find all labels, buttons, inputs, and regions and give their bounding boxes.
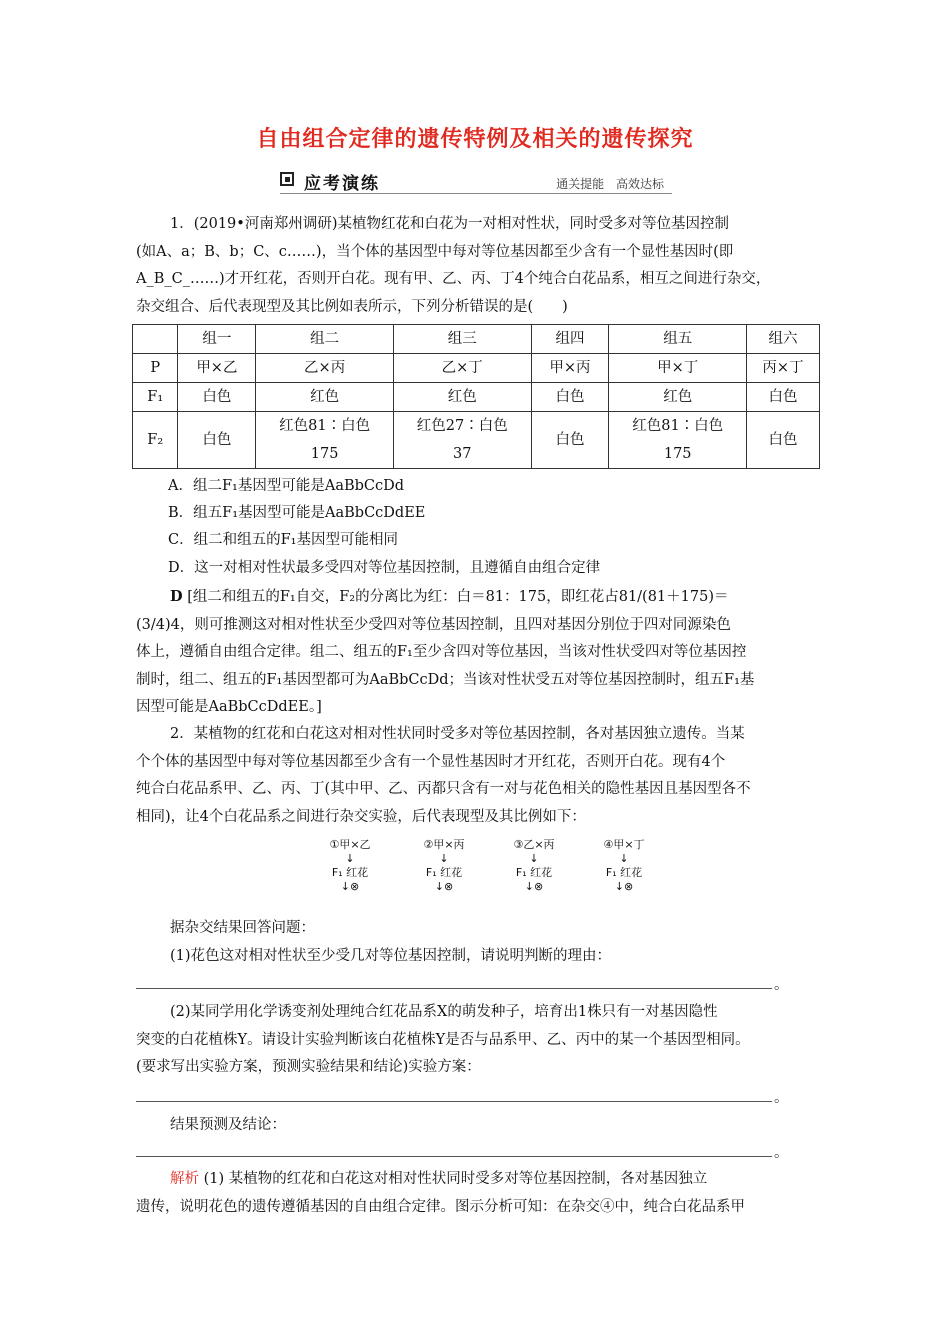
blank-period: 。 xyxy=(774,1090,789,1106)
analysis-line: 因型可能是AaBbCcDdEE。] xyxy=(136,699,322,715)
table-header-cell: 组五 xyxy=(609,325,747,354)
blank-period: 。 xyxy=(774,977,789,993)
f1-label: F₁ 红花 xyxy=(605,866,643,879)
table-cell: 红色 xyxy=(256,383,394,412)
table-cell: 甲×丙 xyxy=(531,354,609,383)
table-cell: 红色81∶白色175 xyxy=(256,412,394,469)
option-c: C．组二和组五的F₁基因型可能相同 xyxy=(168,532,398,548)
sub2-line: 突变的白花植株Y。请设计实验判断该白花植株Y是否与品系甲、乙、丙中的某一个基因型相同。 xyxy=(136,1031,750,1048)
cross-label: ②甲×丙 xyxy=(423,838,465,851)
analysis-line: [组二和组五的F₁自交，F₂的分离比为红：白＝81：175，即红花占81/(81＋175)＝ xyxy=(187,589,729,605)
selfing-icon: ↓⊗ xyxy=(524,880,544,893)
answer-letter: D xyxy=(170,588,183,605)
cross-label: ④甲×丁 xyxy=(603,838,645,851)
analysis-line: 体上，遵循自由组合定律。组二、组五的F₁至少含四对等位基因，当该对性状受四对等位基因控 xyxy=(136,644,747,660)
table-header-cell: 组四 xyxy=(531,325,609,354)
table-row xyxy=(133,412,820,469)
table-cell: 甲×乙 xyxy=(178,354,256,383)
down-arrow-icon: ↓ xyxy=(345,852,355,865)
stem-line: (如A、a；B、b；C、c……)，当个体的基因型中每对等位基因都至少含有一个显性基因时(即 xyxy=(136,243,734,260)
sub-question-2 xyxy=(136,999,820,1082)
cross-2 xyxy=(404,838,484,894)
stem-line: 个个体的基因型中每对等位基因都至少含有一个显性基因时才开红花，否则开白花。现有4个 xyxy=(136,753,726,770)
result-label: 结果预测及结论： xyxy=(170,1117,286,1133)
analysis-label: 解析 xyxy=(170,1171,199,1187)
table-cell: 红色81∶白色175 xyxy=(609,412,747,469)
option-d: D．这一对相对性状最多受四对等位基因控制，且遵循自由组合定律 xyxy=(168,560,601,576)
banner-subtitle: 通关提能 高效达标 xyxy=(556,177,664,191)
table-row xyxy=(133,383,820,412)
table-cell: 乙×丁 xyxy=(393,354,531,383)
answer-blank-2[interactable] xyxy=(136,1101,772,1102)
answer-blank-3[interactable] xyxy=(136,1156,772,1157)
option-a: A．组二F₁基因型可能是AaBbCcDd xyxy=(168,478,405,494)
question-1-analysis xyxy=(136,583,820,722)
table-header-cell: 组二 xyxy=(256,325,394,354)
selfing-icon: ↓⊗ xyxy=(434,880,454,893)
table-cell: 白色 xyxy=(747,412,820,469)
table-cell: 白色 xyxy=(531,383,609,412)
stem-line: 杂交组合、后代表现型及其比例如表所示，下列分析错误的是( ) xyxy=(136,298,568,315)
analysis-line: 遗传，说明花色的遗传遵循基因的自由组合定律。图示分析可知：在杂交④中，纯合白花品系甲 xyxy=(136,1198,745,1215)
f1-label: F₁ 红花 xyxy=(515,866,553,879)
section-banner xyxy=(280,171,672,194)
table-cell: 白色 xyxy=(178,412,256,469)
table-cell: 甲×丁 xyxy=(609,354,747,383)
cross-results-table xyxy=(132,324,820,469)
banner-title: 应考演练 xyxy=(304,174,380,194)
question-2-stem xyxy=(136,721,820,831)
cross-label: ③乙×丙 xyxy=(513,838,555,851)
table-cell: 红色 xyxy=(609,383,747,412)
question-1-stem xyxy=(136,211,820,321)
table-cell: 白色 xyxy=(747,383,820,412)
down-arrow-icon: ↓ xyxy=(529,852,539,865)
cross-label: ①甲×乙 xyxy=(329,838,371,851)
analysis-line: 制时，组二、组五的F₁基因型都可为AaBbCcDd；当该对性状受五对等位基因控制时，组五F₁基 xyxy=(136,671,755,688)
table-cell: 白色 xyxy=(178,383,256,412)
table-header-cell: 组六 xyxy=(747,325,820,354)
table-cell: 红色27∶白色37 xyxy=(393,412,531,469)
table-header-cell: 组一 xyxy=(178,325,256,354)
stem-line: 纯合白花品系甲、乙、丙、丁(其中甲、乙、丙都只含有一对与花色相关的隐性基因且基因型各不 xyxy=(136,781,751,797)
table-cell: 乙×丙 xyxy=(256,354,394,383)
table-header-cell: 组三 xyxy=(393,325,531,354)
table-header-cell xyxy=(133,325,178,354)
intro-text: 据杂交结果回答问题： xyxy=(170,920,315,936)
cross-1 xyxy=(310,838,390,894)
sub2-line: (要求写出实验方案，预测实验结果和结论)实验方案： xyxy=(136,1059,481,1075)
sub2-line: (2)某同学用化学诱变剂处理纯合红花品系X的萌发种子，培育出1株只有一对基因隐性 xyxy=(170,1004,718,1020)
answer-blank-1[interactable] xyxy=(136,988,772,989)
down-arrow-icon: ↓ xyxy=(439,852,449,865)
question-2-analysis xyxy=(136,1166,820,1221)
analysis-line: (3/4)4，则可推测这对相对性状至少受四对等位基因控制，且四对基因分别位于四对同源染色 xyxy=(136,616,731,633)
selfing-icon: ↓⊗ xyxy=(340,880,360,893)
table-cell: 白色 xyxy=(531,412,609,469)
crossing-diagram xyxy=(320,838,660,912)
table-cell: P xyxy=(133,354,178,383)
analysis-line: (1) 某植物的红花和白花这对相对性状同时受多对等位基因控制，各对基因独立 xyxy=(203,1171,708,1187)
table-cell: F₁ xyxy=(133,383,178,412)
blank-period: 。 xyxy=(774,1145,789,1161)
stem-line: 1．(2019•河南郑州调研)某植物红花和白花为一对相对性状，同时受多对等位基因控制 xyxy=(170,216,729,232)
table-row xyxy=(133,354,820,383)
f1-label: F₁ 红花 xyxy=(425,866,463,879)
table-cell: 丙×丁 xyxy=(747,354,820,383)
stem-line: 相同)，让4个白花品系之间进行杂交实验，后代表现型及其比例如下： xyxy=(136,808,586,825)
table-cell: F₂ xyxy=(133,412,178,469)
selfing-icon: ↓⊗ xyxy=(614,880,634,893)
option-b: B．组五F₁基因型可能是AaBbCcDdEE xyxy=(168,505,426,521)
cross-4 xyxy=(584,838,664,894)
pencil-box-icon xyxy=(280,172,294,186)
page-title: 自由组合定律的遗传特例及相关的遗传探究 xyxy=(256,126,694,152)
table-cell: 红色 xyxy=(393,383,531,412)
table-header-row xyxy=(133,325,820,354)
cross-3 xyxy=(494,838,574,894)
f1-label: F₁ 红花 xyxy=(331,866,369,879)
stem-line: A_B_C_……)才开红花，否则开白花。现有甲、乙、丙、丁4个纯合白花品系，相互之间进行杂交， xyxy=(136,271,771,287)
sub-question-1: (1)花色这对相对性状至少受几对等位基因控制，请说明判断的理由： xyxy=(170,948,612,964)
stem-line: 2．某植物的红花和白花这对相对性状同时受多对等位基因控制，各对基因独立遗传。当某 xyxy=(170,726,745,742)
down-arrow-icon: ↓ xyxy=(619,852,629,865)
